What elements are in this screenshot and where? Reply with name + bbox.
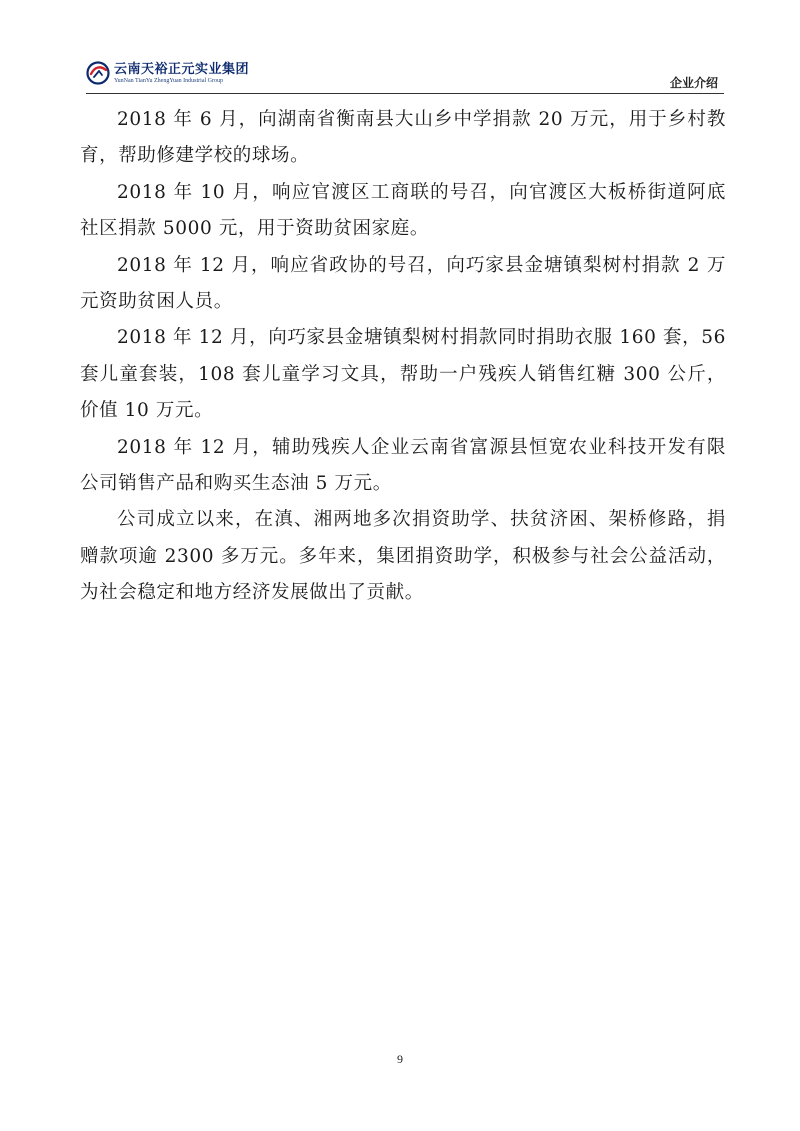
body-paragraph: 2018 年 12 月，向巧家县金塘镇梨树村捐款同时捐助衣服 160 套，56 套儿童套装，108 套儿童学习文具，帮助一户残疾人销售红糖 300 公斤，价值 10 万元。	[80, 327, 726, 422]
body-paragraph: 2018 年 12 月，响应省政协的号召，向巧家县金塘镇梨树村捐款 2 万元资助贫困人员。	[80, 254, 726, 313]
body-paragraph: 2018 年 12 月，辅助残疾人企业云南省富源县恒宽农业科技开发有限公司销售产品和购买生态油 5 万元。	[80, 436, 726, 495]
page-number: 9	[397, 1052, 403, 1066]
company-name	[114, 63, 249, 84]
page-body	[80, 102, 726, 612]
header-divider	[86, 93, 724, 94]
body-paragraph: 2018 年 10 月，响应官渡区工商联的号召，向官渡区大板桥街道阿底社区捐款 5000 元，用于资助贫困家庭。	[80, 181, 726, 240]
section-title: 企业介绍	[669, 76, 718, 90]
company-name-cn: 云南天裕正元实业集团	[114, 61, 250, 77]
body-paragraph: 2018 年 6 月，向湖南省衡南县大山乡中学捐款 20 万元，用于乡村教育，帮助修建学校的球场。	[80, 109, 726, 167]
body-paragraph: 公司成立以来，在滇、湘两地多次捐资助学、扶贫济困、架桥修路，捐赠款项逾 2300 多万元。多年来，集团捐资助学，积极参与社会公益活动，为社会稳定和地方经济发展做出了贡献。	[80, 509, 726, 604]
company-logo	[86, 58, 249, 88]
company-name-en: YunNan TianYu ZhengYuan Industrial Group	[114, 77, 223, 84]
company-logo-icon	[86, 61, 110, 85]
page-header	[86, 56, 724, 96]
